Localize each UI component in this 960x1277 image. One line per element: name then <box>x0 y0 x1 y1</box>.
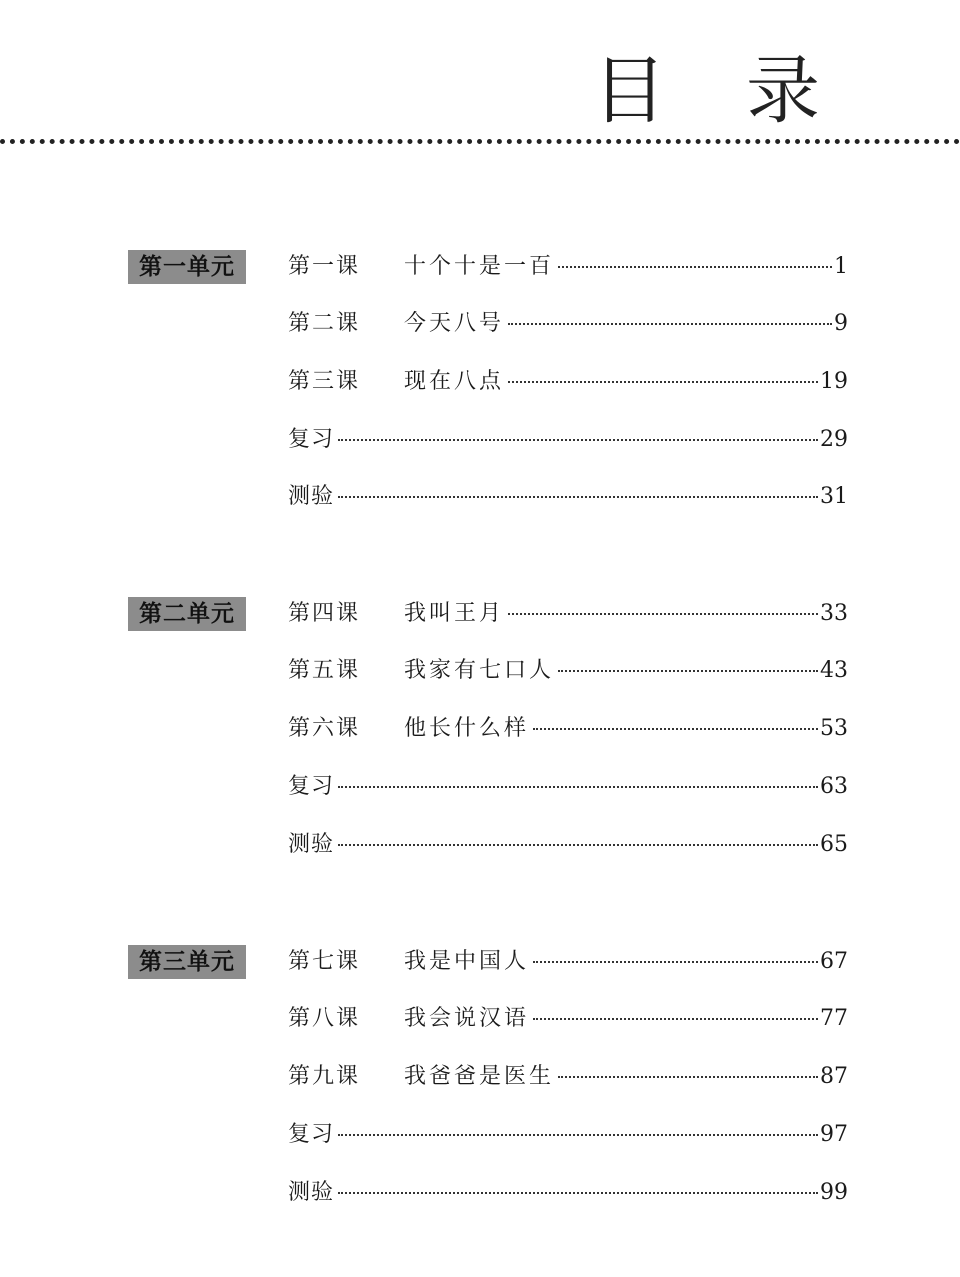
lesson-number: 第五课 <box>288 658 361 683</box>
lesson-title: 今天八号 <box>404 311 505 336</box>
dot-leader <box>508 381 818 383</box>
lesson-title: 我是中国人 <box>404 949 530 974</box>
page-number: 99 <box>820 1180 848 1205</box>
unit-label: 第三单元 <box>128 945 246 979</box>
toc-entry[interactable] <box>288 713 848 745</box>
toc-entry-quiz[interactable] <box>288 1177 848 1209</box>
page-number: 33 <box>820 601 848 626</box>
lesson-title: 现在八点 <box>404 369 505 394</box>
toc-entry[interactable] <box>288 946 848 978</box>
page-number: 97 <box>820 1122 848 1147</box>
quiz-title: 测验 <box>288 832 335 857</box>
dot-leader <box>338 1192 818 1194</box>
page-number: 77 <box>820 1006 848 1031</box>
page-number: 65 <box>820 832 848 857</box>
toc-entry[interactable] <box>288 598 848 630</box>
lesson-number: 第二课 <box>288 311 361 336</box>
review-title: 复习 <box>288 427 335 452</box>
toc-entry[interactable] <box>288 1061 848 1093</box>
dot-leader <box>558 670 818 672</box>
lesson-title: 我会说汉语 <box>404 1006 530 1031</box>
lesson-number: 第七课 <box>288 949 361 974</box>
page-number: 19 <box>820 369 848 394</box>
lesson-number: 第三课 <box>288 369 361 394</box>
dot-leader <box>558 266 832 268</box>
dot-leader <box>338 786 818 788</box>
page-number: 43 <box>820 658 848 683</box>
toc-entry[interactable] <box>288 251 848 283</box>
quiz-title: 测验 <box>288 1180 335 1205</box>
page-number: 29 <box>820 427 848 452</box>
dot-leader <box>338 1134 818 1136</box>
lesson-number: 第九课 <box>288 1064 361 1089</box>
lesson-title: 十个十是一百 <box>404 254 555 279</box>
toc-entry[interactable] <box>288 308 848 340</box>
lesson-number: 第八课 <box>288 1006 361 1031</box>
toc-entry-review[interactable] <box>288 424 848 456</box>
lesson-number: 第一课 <box>288 254 361 279</box>
toc-entry-quiz[interactable] <box>288 829 848 861</box>
dot-leader <box>558 1076 818 1078</box>
lesson-title: 我家有七口人 <box>404 658 555 683</box>
lesson-title: 我爸爸是医生 <box>404 1064 555 1089</box>
page-number: 31 <box>820 484 848 509</box>
toc-entry[interactable] <box>288 655 848 687</box>
page-title: 目 录 <box>592 48 848 134</box>
lesson-number: 第六课 <box>288 716 361 741</box>
toc-entry[interactable] <box>288 366 848 398</box>
dot-leader <box>508 323 832 325</box>
dot-leader <box>338 496 818 498</box>
review-title: 复习 <box>288 774 335 799</box>
dot-leader <box>533 728 818 730</box>
title-divider <box>0 139 960 144</box>
page-number: 87 <box>820 1064 848 1089</box>
toc-entry-quiz[interactable] <box>288 481 848 513</box>
dot-leader <box>533 1018 818 1020</box>
toc-entry-review[interactable] <box>288 771 848 803</box>
unit-label: 第二单元 <box>128 597 246 631</box>
lesson-title: 他长什么样 <box>404 716 530 741</box>
dot-leader <box>533 961 818 963</box>
dot-leader <box>508 613 818 615</box>
review-title: 复习 <box>288 1122 335 1147</box>
dot-leader <box>338 439 818 441</box>
page-number: 63 <box>820 774 848 799</box>
page-number: 9 <box>834 311 848 336</box>
page-number: 1 <box>834 254 848 279</box>
toc-entry-review[interactable] <box>288 1119 848 1151</box>
lesson-number: 第四课 <box>288 601 361 626</box>
dot-leader <box>338 844 818 846</box>
page-number: 53 <box>820 716 848 741</box>
quiz-title: 测验 <box>288 484 335 509</box>
unit-label: 第一单元 <box>128 250 246 284</box>
lesson-title: 我叫王月 <box>404 601 505 626</box>
page-number: 67 <box>820 949 848 974</box>
toc-entry[interactable] <box>288 1003 848 1035</box>
